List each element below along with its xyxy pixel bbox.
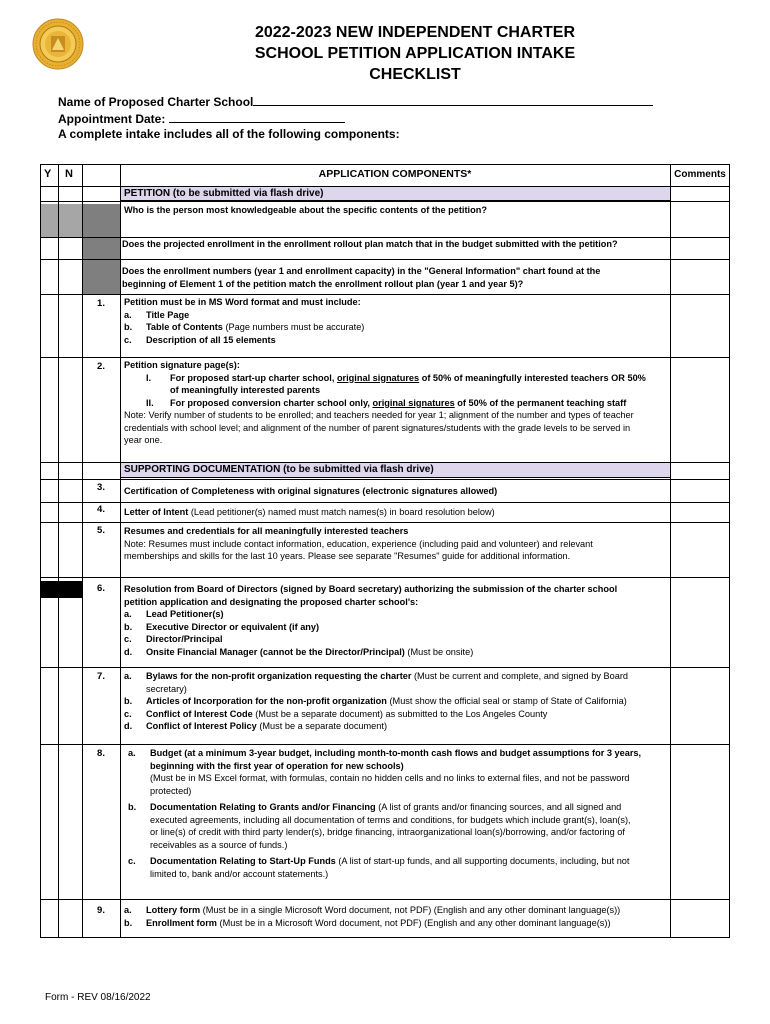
shaded-cell bbox=[83, 204, 120, 237]
item-4-letter-of-intent: Letter of Intent (Lead petitioner(s) named must match names(s) in board resolution below) bbox=[124, 507, 495, 517]
lausd-seal-logo bbox=[32, 18, 84, 70]
list-item-continued: executed agreements, including all documentation of terms and conditions, for budgets which include grant(s), loan(s), bbox=[150, 814, 631, 825]
list-item-continued: beginning with the first year of operation for new schools) bbox=[150, 760, 404, 771]
row-divider bbox=[40, 937, 730, 938]
row-divider bbox=[40, 462, 730, 463]
item-number: 9. bbox=[97, 905, 105, 916]
item-number: 3. bbox=[97, 482, 105, 493]
section-petition: PETITION (to be submitted via flash drive) bbox=[120, 186, 670, 201]
item-6-board-resolution bbox=[124, 583, 617, 658]
title-line-3: CHECKLIST bbox=[369, 66, 461, 83]
shaded-cell bbox=[41, 204, 82, 237]
item-1-petition-format bbox=[124, 296, 364, 346]
item-5-heading: Resumes and credentials for all meaningfully interested teachers bbox=[124, 526, 409, 536]
list-item-continued: of meaningfully interested parents bbox=[170, 385, 321, 395]
table-divider bbox=[670, 164, 671, 938]
row-divider bbox=[40, 186, 730, 187]
row-divider bbox=[40, 479, 730, 480]
row-divider bbox=[40, 201, 730, 202]
school-name-label: Name of Proposed Charter School bbox=[58, 95, 254, 109]
list-item: d. Conflict of Interest Policy (Must be a separate document) bbox=[124, 721, 388, 731]
question-enrollment-line-2: beginning of Element 1 of the petition match the enrollment rollout plan (year 1 and year 5)? bbox=[122, 278, 524, 289]
column-header-components: APPLICATION COMPONENTS* bbox=[318, 168, 472, 180]
table-divider bbox=[120, 164, 121, 938]
item-number: 8. bbox=[97, 748, 105, 759]
list-item: a. Budget (at a minimum 3-year budget, including month-to-month cash flows and budget assumptions for 3 years, bbox=[128, 748, 642, 758]
row-divider bbox=[40, 259, 730, 260]
item-6-heading-line-1: Resolution from Board of Directors (signed by Board secretary) authorizing the submission of the charter school bbox=[124, 584, 618, 594]
list-item: II. For proposed conversion charter school only, original signatures of 50% of the permanent teaching staff bbox=[146, 397, 627, 408]
shaded-cell bbox=[83, 237, 120, 259]
row-divider bbox=[40, 744, 730, 745]
row-divider bbox=[40, 502, 730, 503]
row-divider bbox=[40, 357, 730, 358]
item-number: 7. bbox=[97, 671, 105, 682]
list-item: a. Title Page bbox=[124, 309, 190, 320]
column-header-y: Y bbox=[44, 168, 52, 180]
question-enrollment-numbers bbox=[122, 265, 600, 290]
school-name-field[interactable] bbox=[253, 93, 653, 106]
item-7-organization-documents bbox=[124, 670, 628, 733]
column-header-n: N bbox=[65, 168, 73, 180]
item-3-certification: Certification of Completeness with original signatures (electronic signatures allowed) bbox=[124, 486, 498, 496]
table-border bbox=[729, 164, 730, 938]
list-item: b. Documentation Relating to Grants and/or Financing (A list of grants and/or financing sources, and all signed and bbox=[128, 802, 622, 812]
list-item: a. Lead Petitioner(s) bbox=[124, 609, 224, 619]
list-item: c. Conflict of Interest Code (Must be a separate document) as submitted to the Los Angeles County bbox=[124, 708, 548, 719]
table-divider bbox=[58, 164, 59, 938]
list-item: d. Onsite Financial Manager (cannot be the Director/Principal) (Must be onsite) bbox=[124, 646, 474, 657]
question-knowledgeable-person: Who is the person most knowledgeable about the specific contents of the petition? bbox=[124, 205, 487, 215]
list-item-continued: or line(s) of credit with third party lender(s), bridge financing, intraorganizational loan(s)/borrowing, and/or factoring of bbox=[150, 827, 625, 837]
question-enrollment-budget-match: Does the projected enrollment in the enrollment rollout plan match that in the budget submitted with the petition? bbox=[122, 239, 618, 249]
appointment-date-field[interactable] bbox=[169, 110, 345, 123]
list-item: a. Lottery form (Must be in a single Microsoft Word document, not PDF) (English and any other dominant language(s)) bbox=[124, 905, 621, 915]
application-info bbox=[58, 93, 653, 142]
row-divider bbox=[40, 577, 730, 578]
item-number: 4. bbox=[97, 504, 105, 515]
title-line-1: 2022-2023 NEW INDEPENDENT CHARTER bbox=[254, 24, 576, 41]
item-number: 6. bbox=[97, 583, 105, 594]
item-5-note-line-1: Note: Resumes must include contact information, education, experience (including paid and volunteer) and relevant bbox=[124, 538, 593, 549]
table-border bbox=[40, 164, 41, 938]
item-5-note-line-2: memberships and skills for the last 10 years. Please see separate "Resumes" guide for additional information. bbox=[124, 551, 571, 561]
item-2-note-line-1: Note: Verify number of students to be enrolled; and teachers needed for year 1; alignment of the number and types of teacher bbox=[124, 410, 634, 420]
table-divider bbox=[82, 164, 83, 938]
item-number: 2. bbox=[97, 361, 105, 372]
list-item: c. Director/Principal bbox=[124, 634, 223, 644]
row-divider bbox=[40, 294, 730, 295]
intro-text: A complete intake includes all of the following components: bbox=[58, 127, 400, 141]
item-5-resumes bbox=[124, 525, 593, 563]
appointment-row bbox=[58, 110, 653, 127]
item-2-signature-pages bbox=[124, 359, 669, 447]
shaded-cell bbox=[41, 581, 82, 598]
row-divider bbox=[40, 899, 730, 900]
item-2-note-line-2: credentials with school level; and alignment of the number of parent signatures/students with the grade levels to be served in bbox=[124, 422, 631, 433]
item-number: 1. bbox=[97, 298, 105, 309]
item-number: 5. bbox=[97, 525, 105, 536]
form-revision-footer: Form - REV 08/16/2022 bbox=[45, 992, 151, 1003]
appointment-label: Appointment Date: bbox=[58, 112, 166, 126]
title-line-2: SCHOOL PETITION APPLICATION INTAKE bbox=[254, 45, 576, 62]
question-enrollment-line-1: Does the enrollment numbers (year 1 and enrollment capacity) in the "General Information" chart found at the bbox=[122, 266, 601, 276]
school-name-row bbox=[58, 93, 653, 110]
document-title bbox=[180, 22, 650, 85]
list-item: b. Articles of Incorporation for the non-profit organization (Must show the official seal or stamp of State of California) bbox=[124, 696, 627, 706]
section-supporting-documentation: SUPPORTING DOCUMENTATION (to be submitted via flash drive) bbox=[120, 462, 670, 478]
list-item: b. Enrollment form (Must be in a Microsoft Word document, not PDF) (English and any other dominant language(s)) bbox=[124, 917, 611, 928]
list-item-continued: protected) bbox=[150, 785, 192, 796]
row-divider bbox=[40, 522, 730, 523]
list-item-continued: receivables as a source of funds.) bbox=[150, 839, 288, 850]
item-2-note-line-3: year one. bbox=[124, 435, 163, 445]
item-2-heading: Petition signature page(s): bbox=[124, 360, 240, 370]
item-6-heading-line-2: petition application and designating the proposed charter school's: bbox=[124, 596, 419, 607]
list-item: c. Documentation Relating to Start-Up Funds (A list of start-up funds, and all supporting documents, including, but not bbox=[128, 856, 630, 866]
item-8-budget-financing bbox=[124, 747, 669, 880]
list-item-continued: secretary) bbox=[146, 683, 187, 694]
list-item: b. Table of Contents (Page numbers must be accurate) bbox=[124, 322, 365, 332]
list-item: I. For proposed start-up charter school, original signatures of 50% of meaningfully interested teachers OR 50% bbox=[146, 372, 646, 383]
list-item-continued: limited to, bank and/or account statements.) bbox=[150, 868, 329, 879]
checklist-table bbox=[40, 164, 730, 938]
item-1-heading: Petition must be in MS Word format and must include: bbox=[124, 297, 361, 307]
list-item: b. Executive Director or equivalent (if any) bbox=[124, 621, 320, 632]
list-item-continued: (Must be in MS Excel format, with formulas, contain no hidden cells and no links to external files, and not be password bbox=[150, 773, 630, 783]
row-divider bbox=[40, 164, 730, 165]
column-header-comments: Comments bbox=[674, 169, 726, 180]
list-item: a. Bylaws for the non-profit organization requesting the charter (Must be current and complete, and signed by Board bbox=[124, 671, 628, 681]
row-divider bbox=[40, 667, 730, 668]
item-9-lottery-enrollment-forms bbox=[124, 904, 620, 929]
list-item: c. Description of all 15 elements bbox=[124, 334, 276, 345]
shaded-cell bbox=[83, 259, 120, 294]
